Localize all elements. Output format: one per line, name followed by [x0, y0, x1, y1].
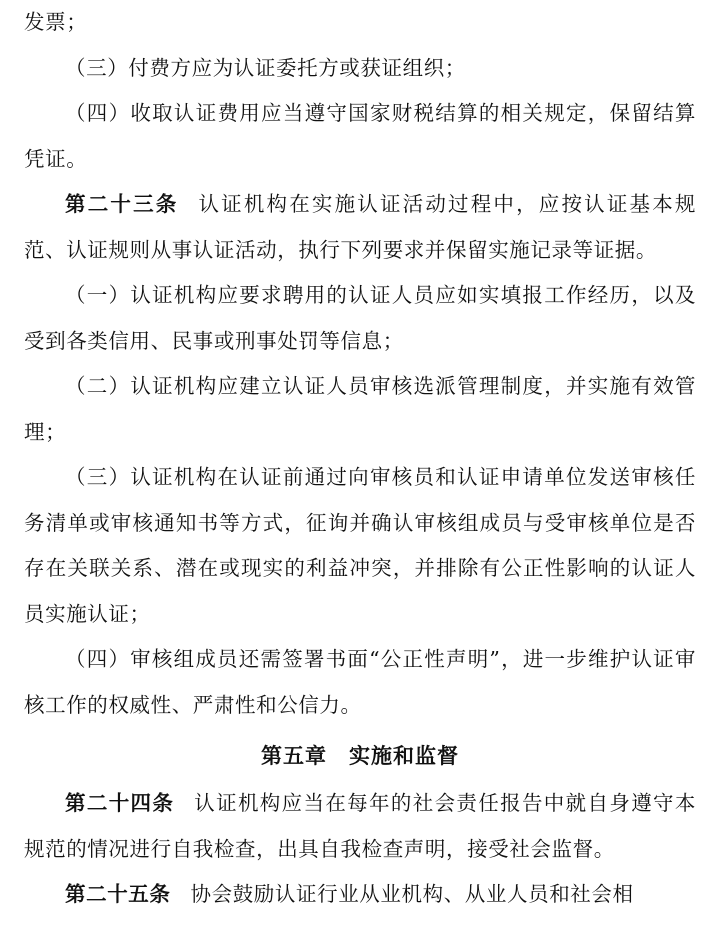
article-23-text: 认证机构在实施认证活动过程中，应按认证基本规范、认证规则从事认证活动，执行下列要求并保留实施记录等证据。: [24, 192, 697, 262]
paragraph-item-3-payer: （三）付费方应为认证委托方或获证组织；: [65, 55, 466, 80]
article-24: [24, 781, 696, 872]
chapter-number: 第五章: [261, 744, 327, 768]
article-23: [24, 182, 696, 273]
document-page: [24, 0, 696, 918]
article-23-label: 第二十三条: [65, 192, 179, 216]
article-24-label: 第二十四条: [65, 791, 175, 815]
chapter-heading: [24, 728, 696, 781]
paragraph-item-2-assignment: （二）认证机构应建立认证人员审核选派管理制度，并实施有效管理；: [24, 374, 696, 444]
paragraph-invoice-tail: 发票；: [24, 10, 88, 34]
chapter-title: 实施和监督: [349, 744, 459, 768]
article-25-label: 第二十五条: [65, 882, 171, 906]
paragraph-item-4-fees: （四）收取认证费用应当遵守国家财税结算的相关规定，保留结算凭证。: [24, 101, 696, 171]
paragraph-item-4-declaration: （四）审核组成员还需签署书面“公正性声明”，进一步维护认证审核工作的权威性、严肃性和公信力。: [24, 647, 696, 717]
article-25: [24, 872, 696, 918]
paragraph-item-3-conflict: （三）认证机构在认证前通过向审核员和认证申请单位发送审核任务清单或审核通知书等方式，征询并确认审核组成员与受审核单位是否存在关联关系、潜在或现实的利益冲突，并排除有公正性影响的认证人员实施认证；: [24, 465, 696, 626]
article-24-text: 认证机构应当在每年的社会责任报告中就自身遵守本规范的情况进行自我检查，出具自我检查声明，接受社会监督。: [24, 791, 696, 861]
paragraph-item-1-personnel: （一）认证机构应要求聘用的认证人员应如实填报工作经历，以及受到各类信用、民事或刑事处罚等信息；: [24, 283, 696, 353]
article-25-text: 协会鼓励认证行业从业机构、从业人员和社会相: [190, 882, 634, 906]
